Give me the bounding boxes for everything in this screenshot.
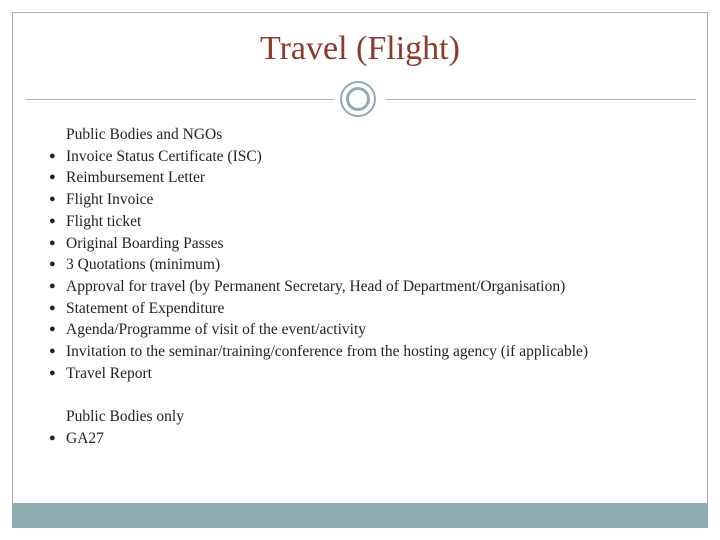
slide-content bbox=[47, 124, 707, 450]
bullet-icon: ● bbox=[49, 236, 56, 249]
section-spacer bbox=[47, 384, 707, 406]
bullet-icon: ● bbox=[49, 345, 56, 358]
list-item-text: 3 Quotations (minimum) bbox=[66, 256, 221, 274]
list-item-text: Original Boarding Passes bbox=[66, 234, 224, 252]
bullet-icon: ● bbox=[49, 214, 56, 227]
bullet-icon: ● bbox=[49, 323, 56, 336]
list-item bbox=[47, 146, 707, 168]
bullet-icon: ● bbox=[49, 171, 56, 184]
bullet-icon: ● bbox=[49, 258, 56, 271]
list-item-text: Invitation to the seminar/training/conference from the hosting agency (if applicable) bbox=[66, 343, 589, 361]
list-item bbox=[47, 189, 707, 211]
list-item-text: Travel Report bbox=[66, 364, 152, 382]
section-heading: Public Bodies only bbox=[66, 408, 184, 426]
list-item bbox=[47, 428, 707, 450]
list-item-text: Flight Invoice bbox=[66, 191, 154, 209]
list-item bbox=[47, 298, 707, 320]
title-divider-right bbox=[386, 99, 696, 100]
list-item bbox=[47, 341, 707, 363]
bullet-icon: ● bbox=[49, 193, 56, 206]
bullet-list bbox=[47, 146, 707, 385]
circle-ornament-icon bbox=[340, 81, 376, 117]
title-divider-left bbox=[26, 99, 334, 100]
list-item bbox=[47, 254, 707, 276]
bullet-icon: ● bbox=[49, 149, 56, 162]
list-item bbox=[47, 319, 707, 341]
slide-title: Travel (Flight) bbox=[260, 30, 460, 67]
list-item-text: Flight ticket bbox=[66, 212, 142, 230]
list-item-text: Reimbursement Letter bbox=[66, 169, 206, 187]
circle-ornament-inner bbox=[346, 87, 370, 111]
bullet-icon: ● bbox=[49, 432, 56, 445]
list-item bbox=[47, 233, 707, 255]
list-item-text: Statement of Expenditure bbox=[66, 299, 225, 317]
list-item bbox=[47, 363, 707, 385]
list-item bbox=[47, 167, 707, 189]
list-item bbox=[47, 276, 707, 298]
footer-bar bbox=[12, 503, 708, 528]
list-item-text: Agenda/Programme of visit of the event/activity bbox=[66, 321, 367, 339]
bullet-icon: ● bbox=[49, 279, 56, 292]
list-item-text: GA27 bbox=[66, 430, 104, 448]
bullet-icon: ● bbox=[49, 301, 56, 314]
list-item-text: Invoice Status Certificate (ISC) bbox=[66, 147, 262, 165]
list-item bbox=[47, 211, 707, 233]
list-item-text: Approval for travel (by Permanent Secretary, Head of Department/Organisation) bbox=[66, 277, 566, 295]
section-heading: Public Bodies and NGOs bbox=[66, 126, 223, 143]
bullet-list bbox=[47, 428, 707, 450]
bullet-icon: ● bbox=[49, 366, 56, 379]
